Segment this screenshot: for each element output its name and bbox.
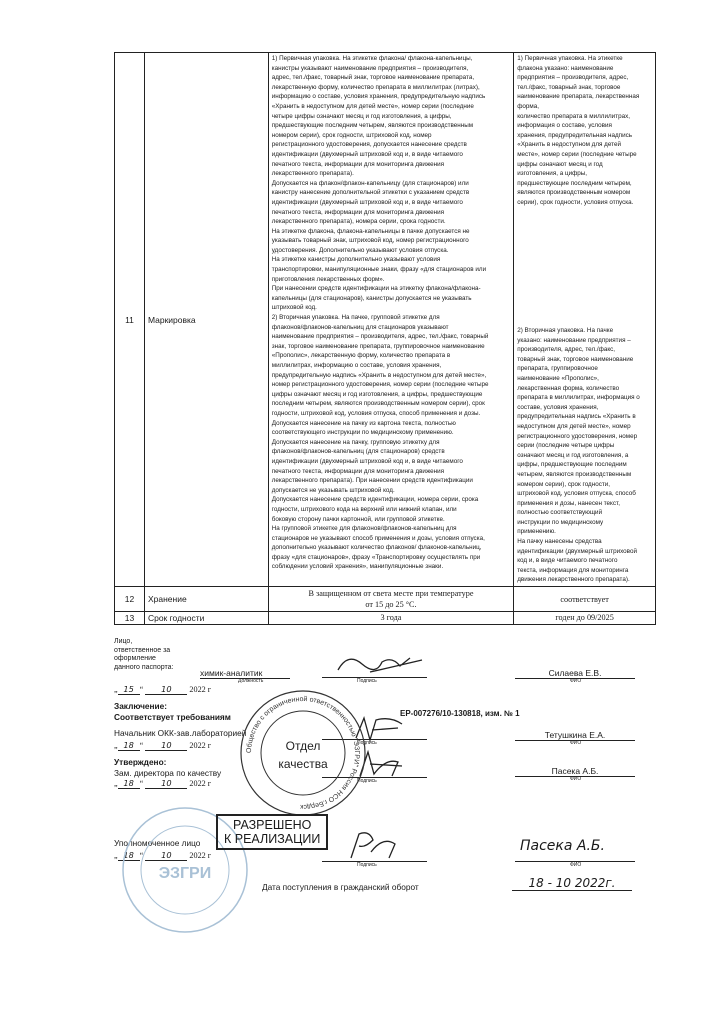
signature-image: [330, 648, 430, 682]
spec-primary-packaging: 1) Первичная упаковка. На этикетке флакона/ флакона-капельницы, канистры указывают наименование предприятия – производителя, адрес, тел./факс, товарный знак, торговое наименование препарата, лекарственную форму, количество препарата в миллилитрах (литрах), информацию о составе, условия хранения, предупредительную надпись «Хранить в недоступном для детей месте», номер серии (последние четыре цифры означают месяц и год изготовления, а цифры, предшествующие последним четырем, являются производственным номером серии), срок годности, штриховой код, номер регистрационного удостоверения, допускается нанесение средств идентификации (двухмерный штриховой код и, в виде читаемого печатного текста, информации для мониторинга движения лекарственного препарата). Допускается на флакон/флакон-капельницу (для стационаров) или канистру нанесение дополнительной этикетки с указанием средств идентификации (двухмерный штриховой код и, в виде читаемого печатного текста, информации для мониторинга движения лекарственного препарата), номера серии, срока годности. На этикетке флакона, флакона-капельницы в пачке допускается не указывать товарный знак, штриховой код, номер регистрационного удостоверения. Дополнительно указывают условия отпуска. На этикетке канистры дополнительно указывают условия транспортировки, манипуляционные знаки, фразу «для стационаров или приготовления лекарственных форм». При нанесении средств идентификации на этикетку флакона/флакона- капельницы (для стационаров), канистры допускается не указывать штриховой код.: [271, 55, 487, 312]
handwritten-signature: Пасека А.Б.: [520, 838, 605, 854]
person-name: Силаева Е.В.: [515, 668, 635, 679]
spec-secondary-packaging: 2) Вторичная упаковка. На пачке, групповой этикетке для флаконов/флаконов-капельниц для стационаров указывают наименование предприятия – производителя, адрес, тел./факс, товарный знак, торговое наименование препарата, группировочное наименование «Прополис», лекарственную форму, количество препарата в миллилитрах, информацию о составе, условия хранения, предупредительную надпись «Хранить в недоступном для детей месте», номер регистрационного удостоверения, номер серии (последние четыре цифры означают месяц и год изготовления, а цифры, предшествующие последним четырем, являются производственным номером серии), срок годности, штриховой код, условия отпуска, способ применения и дозы. Допускается нанесение на пачку из картона текста, полностью соответствующего инструкции по медицинскому применению. Допускается нанесение на пачку, групповую этикетку для флаконов/флаконов-капельниц (для стационаров) средств идентификации (двухмерный штриховой код и, в виде читаемого печатного текста, информации для мониторинга движения лекарственного препарата). При нанесении средств идентификации допускается не указывать штриховой код. Допускается нанесение средств идентификации, номера серии, срока годности, штрихового кода на верхний или нижний клапан, или боковую сторону пачки картонной, или групповой этикетке. На групповой этикетке для флаконов/флаконов-капельниц для стационаров не указывают способ применения и дозы, условия отпуска, дополнительно указывают количество флаконов/ флаконов-капельниц, фразу «для стационаров», фразу «Транспортировку осуществлять при соблюдении условий хранения», манипуляционные знаки.: [271, 314, 489, 571]
date-day: 15: [118, 684, 140, 695]
result-cell: соответствует: [514, 587, 656, 612]
head-label: Начальник ОКК-зав.лабораторией: [114, 728, 247, 738]
table-row-storage: [115, 587, 656, 612]
date-month: 10: [145, 850, 187, 861]
quality-dept-round-stamp: [238, 688, 368, 818]
date-year: 2022 г: [189, 851, 212, 860]
conclusion-text: Соответствует требованиям: [114, 712, 231, 722]
date-1: „ 15 “ 10 2022 г: [114, 684, 212, 694]
date-day: 18: [118, 778, 140, 789]
fio-caption: ФИО: [570, 678, 582, 684]
release-stamp-line-1: РАЗРЕШЕНО: [232, 818, 312, 832]
date-year: 2022 г: [189, 685, 212, 694]
date-year: 2022 г: [189, 741, 212, 750]
release-stamp-line-2: К РЕАЛИЗАЦИИ: [224, 832, 321, 846]
deputy-name: Паceка А.Б.: [515, 766, 635, 777]
spec-cell: 3 года: [268, 612, 513, 625]
fio-caption: ФИО: [570, 862, 582, 868]
normative-doc: ЕР-007276/10-130818, изм. № 1: [400, 709, 520, 718]
row-number: 13: [115, 612, 145, 625]
date-2: „ 18 “ 10 2022 г: [114, 740, 212, 750]
stamp-center-line-2: качества: [278, 757, 328, 771]
row-label: Маркировка: [144, 53, 268, 587]
conclusion-label: Заключение:: [114, 701, 168, 711]
spec-cell: В защищенном от света месте при температуре от 15 до 25 °С.: [268, 587, 513, 612]
date-month: 10: [145, 684, 187, 695]
row-number: 11: [115, 53, 145, 587]
blue-stamp-center: ЭЗГРИ: [158, 865, 212, 882]
result-cell: годен до 09/2025: [514, 612, 656, 625]
position-caption: Должность: [238, 678, 264, 684]
stamp-center-line-1: Отдел: [285, 739, 321, 753]
date-4: „ 18 “ 10 2022 г: [114, 850, 212, 860]
result-cell: [514, 53, 656, 587]
row-number: 12: [115, 587, 145, 612]
spec-table: [114, 52, 656, 625]
sign-caption: Подпись: [357, 778, 377, 784]
stamp-ring-text: Общество с ограниченной ответственностью "ЭЗГРИ" Россия НСО г.Бердск: [245, 695, 361, 811]
date-month: 10: [145, 740, 187, 751]
responsible-person-label: Лицо, ответственное за оформление данного паспорта:: [114, 638, 174, 671]
row-label: Хранение: [144, 587, 268, 612]
date-month: 10: [145, 778, 187, 789]
sign-caption: Подпись: [357, 862, 377, 868]
fio-caption: ФИО: [570, 776, 582, 782]
table-row-marking: [115, 53, 656, 587]
sign-caption: Подпись: [357, 740, 377, 746]
approved-label: Утверждено:: [114, 757, 167, 767]
circulation-date: 18 - 10 2022г.: [512, 876, 632, 891]
date-3: „ 18 “ 10 2022 г: [114, 778, 212, 788]
circulation-label: Дата поступления в гражданский оборот: [262, 882, 419, 892]
spec-cell: [268, 53, 513, 587]
result-primary-packaging: 1) Первичная упаковка. На этикетке флакона указано: наименование предприятия – производителя, адрес, тел./факс, товарный знак, торговое наименование препарата, лекарственная форма, количество препарата в миллилитрах, информация о составе, условия хранения, предупредительная надпись «Хранить в недоступном для детей месте», номер серии (последние четыре цифры означают месяц и год изготовления, а цифры, предшествующие последним четырем, являются производственным номером серии), срок годности, условия отпуска.: [517, 55, 640, 206]
row-label: Срок годности: [144, 612, 268, 625]
head-name: Тетушкина Е.А.: [515, 730, 635, 741]
position-value: химик-аналитик: [200, 668, 290, 679]
table-row-shelf-life: [115, 612, 656, 625]
result-secondary-packaging: 2) Вторичная упаковка. На пачке указано: наименование предприятия – производителя, адрес, тел./факс, товарный знак, торговое наименование препарата, группировочное наименование «Прополис», лекарственная форма, количество препарата в миллилитрах, информация о составе, условия хранения, предупредительная надпись «Хранить в недоступном для детей месте», номер регистрационного удостоверения, номер серии (последние четыре цифры означают месяц и год изготовления, а цифры, предшествующие последним четырем, являются производственным номером серии), срок годности, штриховой код, условия отпуска, способ применения и дозы, нанесен текст, полностью соответствующий инструкции по медицинскому применению. На пачку нанесены средства идентификации (двухмерный штриховой код и, в виде читаемого печатного текста, информация для мониторинга движения лекарственного препарата).: [517, 327, 640, 584]
release-stamp: [216, 814, 328, 850]
fio-caption: ФИО: [570, 740, 582, 746]
sign-caption: Подпись: [357, 678, 377, 684]
signature-image: [345, 828, 405, 864]
authorized-label: Уполномоченное лицо: [114, 838, 201, 848]
deputy-label: Зам. директора по качеству: [114, 768, 222, 778]
date-year: 2022 г: [189, 779, 212, 788]
date-day: 18: [118, 850, 140, 861]
date-day: 18: [118, 740, 140, 751]
